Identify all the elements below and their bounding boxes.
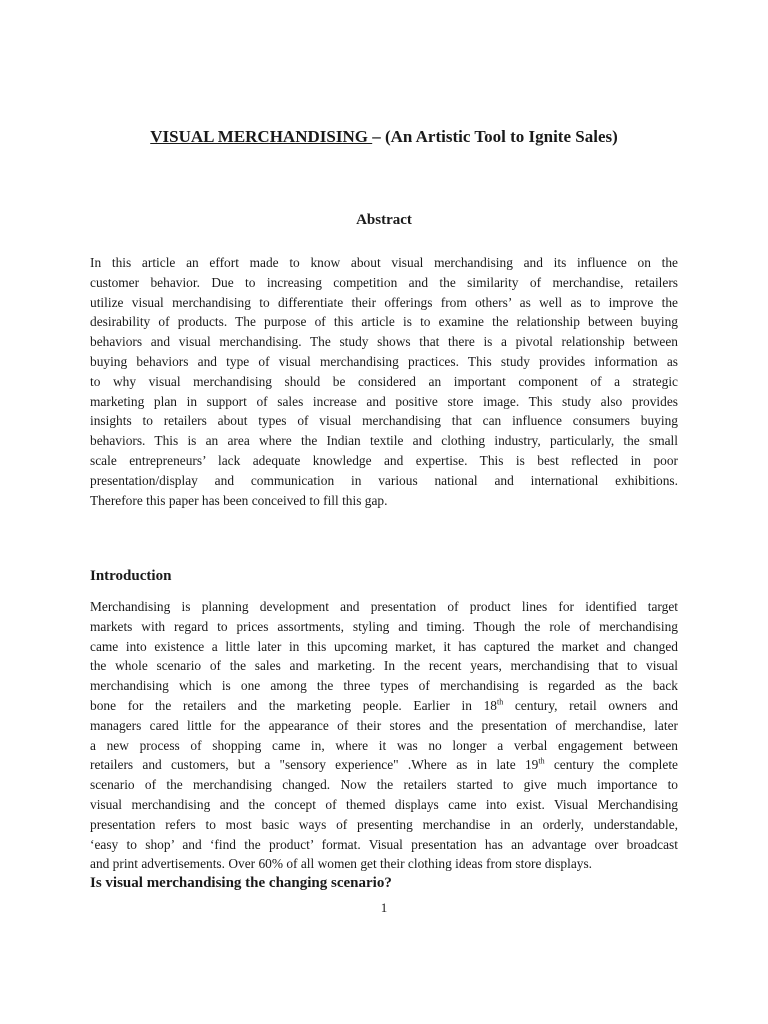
introduction-heading: Introduction bbox=[90, 568, 172, 584]
abstract-line: presentation/display and communication in various national and international exhibitions. bbox=[90, 472, 678, 488]
intro-line: visual merchandising and the concept of themed displays came into exist. Visual Merchandising bbox=[90, 796, 678, 812]
intro-line: ‘easy to shop’ and ‘find the product’ format. Visual presentation has an advantage over broadcast bbox=[90, 836, 678, 852]
intro-line bbox=[90, 755, 678, 775]
abstract-line: scale entrepreneurs’ lack adequate knowledge and expertise. This is best reflected in poor bbox=[90, 452, 678, 468]
abstract-line: In this article an effort made to know about visual merchandising and its influence on the bbox=[90, 255, 678, 270]
abstract-line: Therefore this paper has been conceived to fill this gap. bbox=[90, 492, 388, 508]
abstract-heading: Abstract bbox=[356, 212, 412, 228]
abstract-line: buying behaviors and type of visual merchandising practices. This study provides information as bbox=[90, 353, 678, 369]
abstract-line: marketing plan in support of sales increase and positive store image. This study also provides bbox=[90, 393, 678, 409]
intro-line: scenario of the merchandising changed. Now the retailers started to give much importance to bbox=[90, 777, 678, 793]
intro-text: retailers and customers, but a "sensory experience" .Where as in late 19 bbox=[90, 757, 539, 773]
intro-text: bone for the retailers and the marketing people. Earlier in 18 bbox=[90, 697, 497, 713]
abstract-line: desirability of products. The purpose of this article is to examine the relationship between buying bbox=[90, 314, 678, 330]
abstract-line: utilize visual merchandising to differentiate their offerings from others’ as well as to improve the bbox=[90, 294, 678, 310]
intro-line: came into existence a little later in this upcoming market, it has captured the market and changed bbox=[90, 638, 678, 654]
abstract-line: insights to retailers about types of visual merchandising that can influence consumers buying bbox=[90, 413, 678, 429]
intro-line: managers cared little for the appearance of their stores and the presentation of merchandise, later bbox=[90, 717, 678, 733]
abstract-line: customer behavior. Due to increasing competition and the similarity of merchandise, retailers bbox=[90, 274, 678, 290]
intro-line: presentation refers to most basic ways of presenting merchandise in an orderly, understandable, bbox=[90, 816, 678, 832]
section-heading: Is visual merchandising the changing scenario? bbox=[90, 875, 392, 891]
intro-line: and print advertisements. Over 60% of all women get their clothing ideas from store displays. bbox=[90, 856, 593, 872]
intro-line bbox=[90, 696, 678, 716]
intro-line: the whole scenario of the sales and marketing. In the recent years, merchandising that to visual bbox=[90, 658, 678, 674]
superscript: th bbox=[496, 697, 504, 707]
abstract-line: behaviors and visual merchandising. The study shows that there is a pivotal relationship between bbox=[90, 334, 678, 350]
intro-line: Merchandising is planning development and presentation of product lines for identified target bbox=[90, 599, 678, 614]
introduction-paragraph bbox=[90, 597, 678, 874]
intro-line: a new process of shopping came in, where it was no longer a verbal engagement between bbox=[90, 737, 678, 753]
intro-text: century, retail owners and bbox=[503, 697, 678, 713]
title-subtitle: – (An Artistic Tool to Ignite Sales) bbox=[372, 127, 618, 146]
intro-line: merchandising which is one among the three types of merchandising is regarded as the back bbox=[90, 678, 678, 694]
abstract-line: behaviors. This is an area where the Indian textile and clothing industry, particularly, the small bbox=[90, 433, 678, 449]
page-number: 1 bbox=[380, 900, 388, 915]
title-main: VISUAL MERCHANDISING bbox=[150, 127, 373, 146]
intro-text: century the complete bbox=[544, 757, 678, 773]
abstract-paragraph bbox=[90, 253, 678, 510]
superscript: th bbox=[538, 756, 545, 766]
document-title bbox=[0, 127, 768, 147]
intro-line: markets with regard to prices assortments, styling and timing. Though the role of merchandising bbox=[90, 618, 678, 634]
abstract-line: to why visual merchandising should be considered an important component of a strategic bbox=[90, 373, 678, 389]
